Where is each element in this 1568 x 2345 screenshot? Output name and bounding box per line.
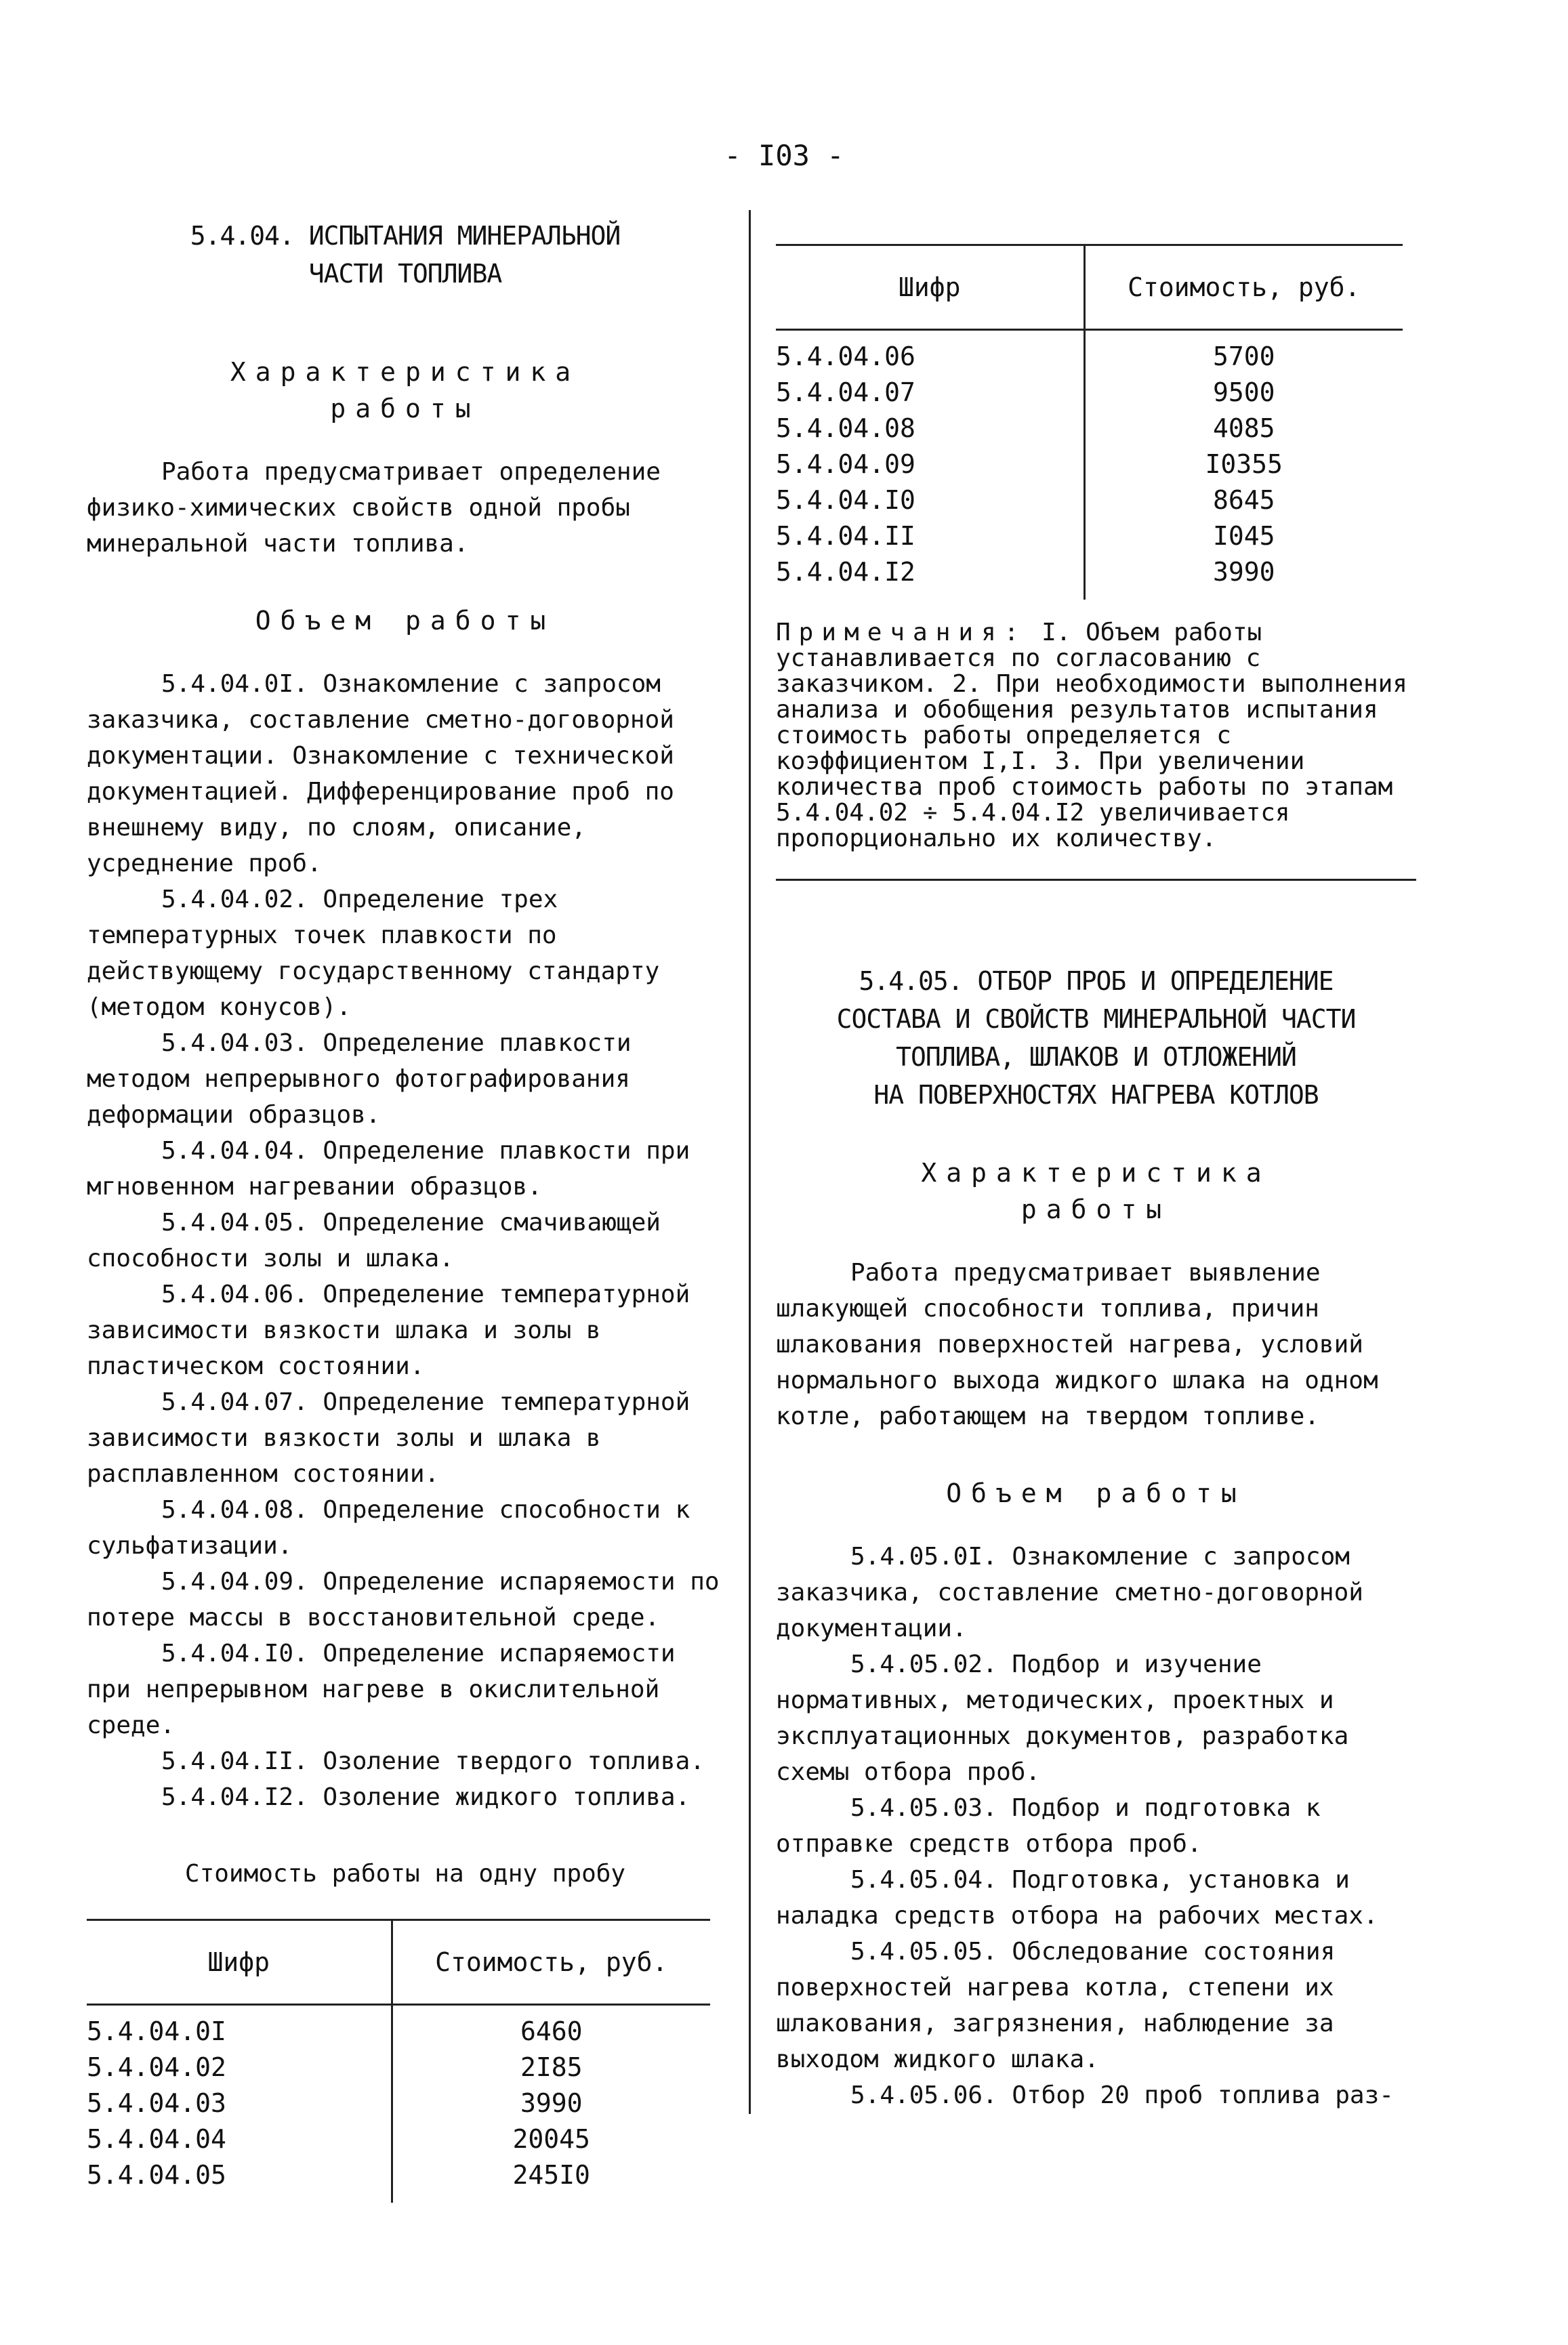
code-cell: 5.4.04.03	[87, 2088, 226, 2118]
work-item: 5.4.04.03. Определение плавкости методом непрерывного фотографирования деформации образцов.	[87, 1029, 632, 1129]
work-item: 5.4.04.05. Определение смачивающей способности золы и шлака.	[87, 1209, 661, 1272]
code-cell: 5.4.04.08	[776, 413, 915, 443]
table-row	[87, 2121, 710, 2157]
section-title-line: ЧАСТИ ТОПЛИВА	[308, 259, 502, 289]
cost-cell: I0355	[1084, 447, 1403, 482]
characteristic-heading: Характеристика	[230, 357, 581, 387]
work-item: 5.4.05.04. Подготовка, установка и наладка средств отбора на рабочих местах.	[776, 1866, 1378, 1930]
section-title-line: ТОПЛИВА, ШЛАКОВ И ОТЛОЖЕНИЙ	[896, 1042, 1296, 1072]
code-cell: 5.4.04.04	[87, 2124, 226, 2154]
section-title-line: НА ПОВЕРХНОСТЯХ НАГРЕВА КОТЛОВ	[873, 1080, 1319, 1110]
code-cell: 5.4.04.05	[87, 2160, 226, 2190]
work-item: 5.4.05.02. Подбор и изучение нормативных, методических, проектных и эксплуатационных документов, разработка схемы отбора проб.	[776, 1651, 1349, 1786]
section-05-title	[776, 962, 1416, 1114]
header-cost: Стоимость, руб.	[1084, 245, 1403, 330]
work-item: 5.4.05.03. Подбор и подготовка к отправке средств отбора проб.	[776, 1794, 1321, 1858]
cost-title: Стоимость работы на одну пробу	[184, 1860, 626, 1888]
cost-table-left	[87, 1919, 710, 2203]
cost-cell: 3990	[392, 2085, 710, 2121]
cost-cell: I045	[1084, 518, 1403, 554]
table-row	[87, 2050, 710, 2085]
right-column	[776, 244, 1416, 2113]
code-cell: 5.4.04.I2	[776, 557, 915, 587]
cost-cell: 8645	[1084, 482, 1403, 518]
work-item: 5.4.04.07. Определение температурной зависимости вязкости золы и шлака в расплавленном состоянии.	[87, 1388, 690, 1488]
cost-cell: 20045	[392, 2121, 710, 2157]
code-cell: 5.4.04.06	[776, 341, 915, 371]
header-code: Шифр	[776, 245, 1084, 330]
work-item: 5.4.04.09. Определение испаряемости по потере массы в восстановительной среде.	[87, 1568, 720, 1632]
work-item: 5.4.04.I2. Озоление жидкого топлива.	[161, 1783, 690, 1811]
column-divider	[749, 210, 751, 2114]
work-item: 5.4.04.08. Определение способности к сульфатизации.	[87, 1496, 690, 1560]
cost-table-right	[776, 244, 1403, 600]
characteristic-text: Работа предусматривает выявление шлакующей способности топлива, причин шлакования поверхностей нагрева, условий нормального выхода жидкого шлака на одном котле, работающем на твердом топливе.	[776, 1259, 1378, 1430]
notes	[776, 620, 1416, 852]
cost-cell: 3990	[1084, 554, 1403, 600]
cost-cell: 2I85	[392, 2050, 710, 2085]
table-row	[776, 447, 1403, 482]
table-row	[776, 482, 1403, 518]
work-item: 5.4.04.04. Определение плавкости при мгновенном нагревании образцов.	[87, 1137, 690, 1201]
table-row	[776, 411, 1403, 447]
cost-cell: 245I0	[392, 2157, 710, 2203]
left-column	[87, 217, 724, 2203]
notes-rule	[776, 879, 1416, 881]
section-title-line: 5.4.05. ОТБОР ПРОБ И ОПРЕДЕЛЕНИЕ	[859, 966, 1334, 996]
table-header-row	[87, 1920, 710, 2005]
header-cost: Стоимость, руб.	[392, 1920, 710, 2005]
work-item: 5.4.04.06. Определение температурной зависимости вязкости шлака и золы в пластическом состоянии.	[87, 1281, 690, 1380]
table-row	[87, 2157, 710, 2203]
page-number: - I03 -	[724, 139, 844, 172]
code-cell: 5.4.04.02	[87, 2052, 226, 2082]
table-row	[776, 518, 1403, 554]
volume-heading: Объем работы	[946, 1478, 1246, 1508]
cost-cell: 5700	[1084, 330, 1403, 375]
work-item: 5.4.05.0I. Ознакомление с запросом заказчика, составление сметно-договорной документации.	[776, 1543, 1363, 1642]
table-row	[87, 2005, 710, 2050]
volume-heading: Объем работы	[255, 606, 556, 636]
characteristic-text: Работа предусматривает определение физико-химических свойств одной пробы минеральной части топлива.	[87, 458, 661, 558]
section-title-line: 5.4.04. ИСПЫТАНИЯ МИНЕРАЛЬНОЙ	[190, 221, 621, 251]
work-item: 5.4.04.0I. Ознакомление с запросом заказчика, составление сметно-договорной документации. Ознакомление с технической документацией. Дифференцирование проб по внешнему виду, по слоям, описание, усреднение проб.	[87, 670, 674, 877]
cost-cell: 9500	[1084, 375, 1403, 411]
work-item: 5.4.05.05. Обследование состояния поверхностей нагрева котла, степени их шлакования, загрязнения, наблюдение за выходом жидкого шлака.	[776, 1938, 1336, 2073]
table-row	[776, 330, 1403, 375]
code-cell: 5.4.04.09	[776, 449, 915, 479]
code-cell: 5.4.04.0I	[87, 2016, 226, 2046]
code-cell: 5.4.04.I0	[776, 485, 915, 515]
notes-label: Примечания:	[776, 619, 1027, 646]
table-header-row	[776, 245, 1403, 330]
notes-text: I. Объем работы устанавливается по согласованию с заказчиком. 2. При необходимости выполнения анализа и обобщения результатов испытания стоимость работы определяется с коэффициентом I,I. 3. При увеличении количества проб стоимость работы по этапам 5.4.04.02 ÷ 5.4.04.I2 увеличивается пропорционально их количеству.	[776, 619, 1407, 852]
work-items-list	[776, 1539, 1416, 2113]
code-cell: 5.4.04.II	[776, 521, 915, 551]
table-row	[776, 375, 1403, 411]
table-row	[776, 554, 1403, 600]
work-items-list	[87, 666, 724, 1815]
section-04-title	[87, 217, 724, 293]
cost-cell: 6460	[392, 2005, 710, 2050]
section-title-line: СОСТАВА И СВОЙСТВ МИНЕРАЛЬНОЙ ЧАСТИ	[836, 1004, 1356, 1034]
table-row	[87, 2085, 710, 2121]
work-item: 5.4.04.II. Озоление твердого топлива.	[161, 1747, 705, 1775]
work-item: 5.4.05.06. Отбор 20 проб топлива раз-	[850, 2081, 1394, 2109]
code-cell: 5.4.04.07	[776, 377, 915, 407]
characteristic-heading-sub: работы	[1020, 1195, 1172, 1224]
work-item: 5.4.04.02. Определение трех температурных точек плавкости по действующему государственному стандарту (методом конусов).	[87, 886, 660, 1021]
cost-cell: 4085	[1084, 411, 1403, 447]
work-item: 5.4.04.I0. Определение испаряемости при непрерывном нагреве в окислительной среде.	[87, 1640, 676, 1739]
characteristic-heading: Характеристика	[921, 1158, 1271, 1188]
characteristic-heading-sub: работы	[330, 394, 480, 423]
header-code: Шифр	[87, 1920, 392, 2005]
